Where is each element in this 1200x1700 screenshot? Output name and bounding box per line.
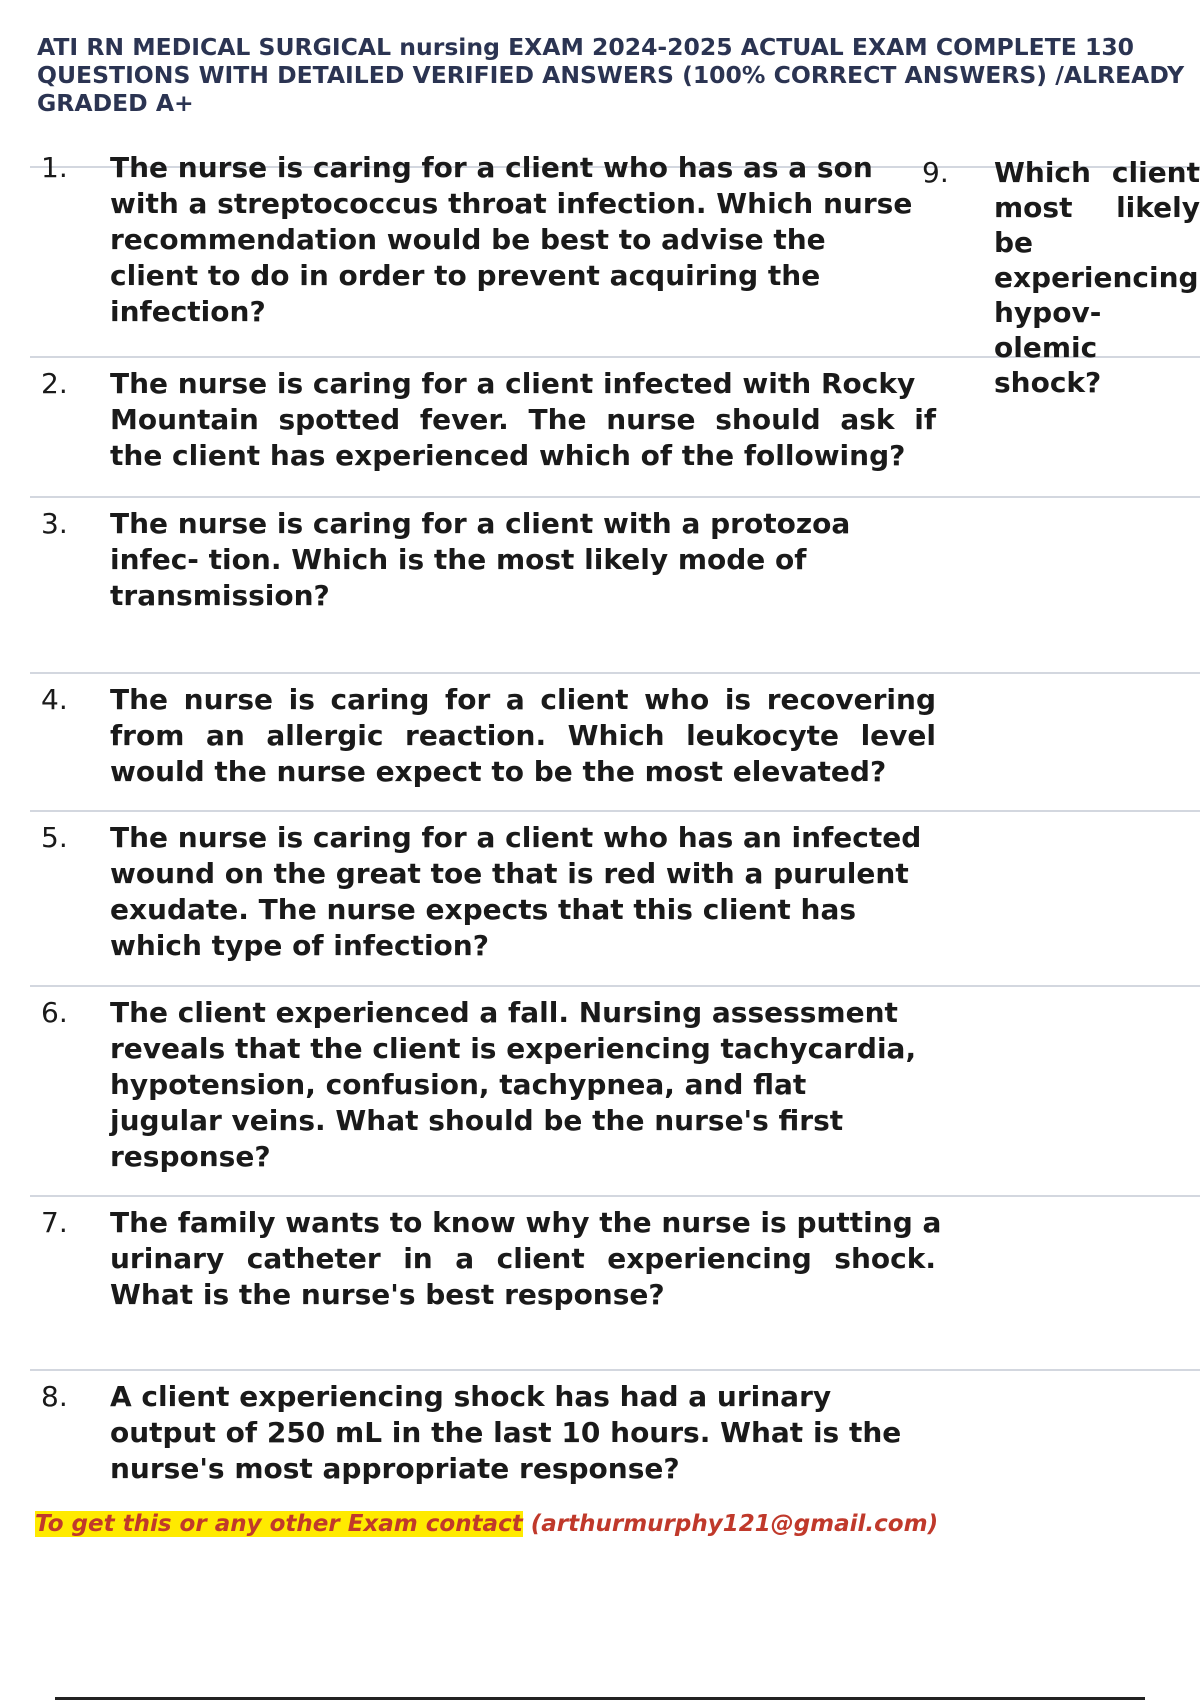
question-row-7 — [30, 1195, 1200, 1369]
question-line: What is the nurse's best response? — [110, 1278, 665, 1311]
title-line-2: QUESTIONS WITH DETAILED VERIFIED ANSWERS (100% CORRECT ANSWERS) /ALREADY — [37, 61, 1185, 89]
question-line: The family wants to know why the nurse is putting a — [110, 1206, 942, 1239]
question-line: The nurse is caring for a client infected with Rocky — [110, 367, 916, 400]
question-text — [110, 682, 936, 790]
question-line: output of 250 mL in the last 10 hours. What is the — [110, 1416, 902, 1449]
row-divider — [30, 810, 1200, 812]
question-line: reveals that the client is experiencing tachycardia, — [110, 1032, 917, 1065]
contact-highlight: To get this or any other Exam contact — [35, 1511, 523, 1537]
question-text — [110, 820, 936, 964]
question-text — [994, 155, 1200, 400]
question-line: be — [994, 226, 1034, 259]
question-text — [110, 506, 936, 614]
row-divider — [30, 1369, 1200, 1371]
question-row-3 — [30, 496, 1200, 672]
question-text — [110, 1205, 942, 1313]
question-line: The nurse is caring for a client who is recovering — [110, 683, 936, 716]
question-line: recommendation would be best to advise the — [110, 223, 826, 256]
question-text — [110, 366, 936, 474]
question-number: 9. — [922, 156, 949, 189]
question-line: client to do in order to prevent acquiring the — [110, 259, 821, 292]
question-line: nurse's most appropriate response? — [110, 1452, 680, 1485]
question-number: 6. — [41, 996, 68, 1029]
question-number: 7. — [41, 1206, 68, 1239]
question-number: 4. — [41, 683, 68, 716]
question-line: wound on the great toe that is red with a purulent — [110, 857, 909, 890]
question-column-2 — [922, 155, 1200, 399]
question-line: infec- tion. Which is the most likely mode of — [110, 543, 807, 576]
question-line: transmission? — [110, 579, 330, 612]
question-line: The nurse is caring for a client who has as a son — [110, 151, 873, 184]
question-line: Mountain spotted fever. The nurse should ask if — [110, 403, 936, 436]
contact-notice — [35, 1509, 938, 1539]
question-line: Which client — [994, 156, 1200, 189]
question-row-6 — [30, 985, 1200, 1195]
question-line: jugular veins. What should be the nurse's first — [110, 1104, 844, 1137]
question-line: most likely — [994, 191, 1200, 224]
question-line: infection? — [110, 295, 266, 328]
question-line: urinary catheter in a client experiencing shock. — [110, 1242, 936, 1275]
question-line: with a streptococcus throat infection. Which nurse — [110, 187, 913, 220]
row-divider — [30, 672, 1200, 674]
question-row-8 — [30, 1369, 1200, 1499]
question-line: shock? — [994, 366, 1102, 399]
question-line: from an allergic reaction. Which leukocyte level — [110, 719, 936, 752]
question-line: hypotension, confusion, tachypnea, and flat — [110, 1068, 807, 1101]
question-line: the client has experienced which of the following? — [110, 439, 906, 472]
question-number: 8. — [41, 1380, 68, 1413]
title-line-3: GRADED A+ — [37, 89, 194, 117]
question-row-4 — [30, 672, 1200, 810]
question-line: response? — [110, 1140, 271, 1173]
question-number: 2. — [41, 367, 68, 400]
question-line: The nurse is caring for a client with a protozoa — [110, 507, 851, 540]
question-number: 5. — [41, 821, 68, 854]
question-line: which type of infection? — [110, 929, 489, 962]
question-line: hypov- olemic — [994, 296, 1102, 364]
row-divider — [30, 496, 1200, 498]
question-line: would the nurse expect to be the most elevated? — [110, 755, 887, 788]
question-line: experiencing — [994, 261, 1199, 294]
title-line-1: ATI RN MEDICAL SURGICAL nursing EXAM 2024-2025 ACTUAL EXAM COMPLETE 130 — [37, 33, 1135, 61]
question-number: 1. — [41, 151, 68, 184]
question-line: exudate. The nurse expects that this client has — [110, 893, 857, 926]
row-divider — [30, 985, 1200, 987]
question-text — [110, 150, 936, 330]
question-row-5 — [30, 810, 1200, 985]
row-divider — [30, 1195, 1200, 1197]
question-text — [110, 995, 936, 1175]
question-line: The client experienced a fall. Nursing assessment — [110, 996, 898, 1029]
question-line: The nurse is caring for a client who has an infected — [110, 821, 922, 854]
question-text — [110, 1379, 936, 1487]
question-line: A client experiencing shock has had a urinary — [110, 1380, 832, 1413]
contact-email-link[interactable]: (arthurmurphy121@gmail.com) — [530, 1511, 939, 1537]
question-number: 3. — [41, 507, 68, 540]
